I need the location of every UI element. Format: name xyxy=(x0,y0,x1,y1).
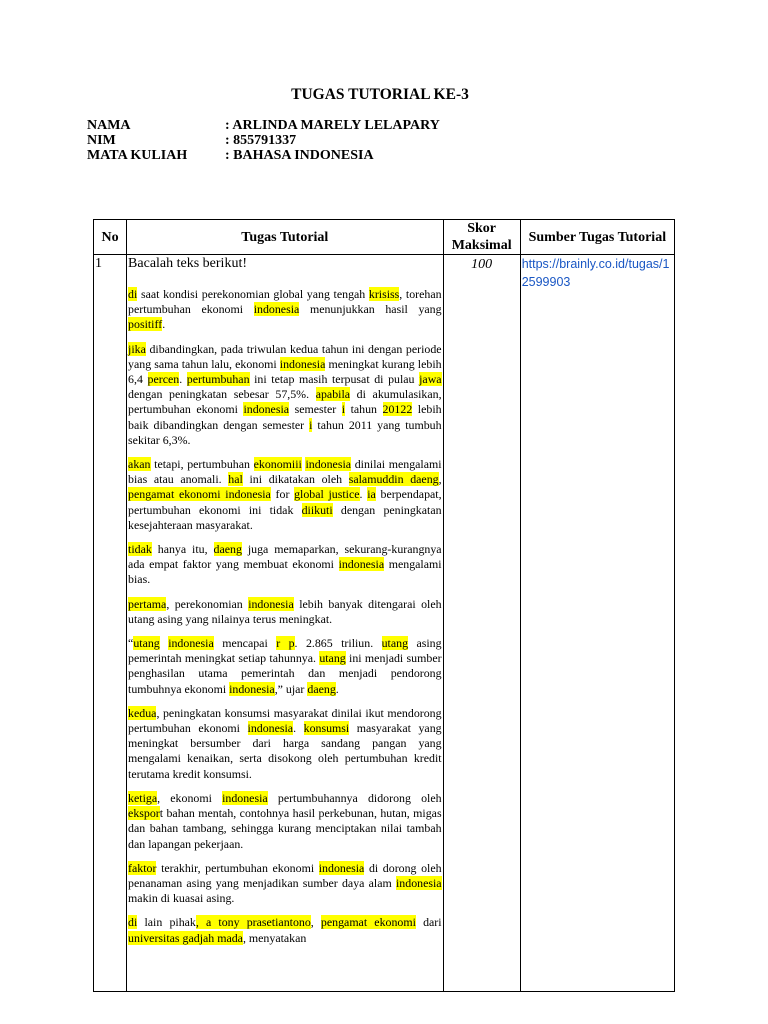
text-segment: tahun 2011 yang tumbuh sekitar 6,3%. xyxy=(128,417,442,447)
text-segment: , perekonomian xyxy=(166,596,249,611)
text-segment: dengan peningkatan kesejahteraan masyarakat. xyxy=(128,502,442,532)
text-segment: . 2.865 triliun. xyxy=(294,636,382,651)
text-segment: tahun xyxy=(345,402,383,417)
highlighted-text: di xyxy=(128,287,138,301)
highlighted-text: indonesia xyxy=(229,681,275,696)
text-segment: . xyxy=(293,721,304,736)
highlighted-text: 20122 xyxy=(382,402,413,417)
text-paragraph xyxy=(128,342,442,448)
row-number: 1 xyxy=(94,255,127,992)
highlighted-text: pengamat ekonomi indonesia xyxy=(128,487,271,502)
highlighted-text: ekspor xyxy=(128,806,160,821)
text-segment: tetapi, pertumbuhan xyxy=(150,457,254,472)
highlighted-text: krisiss xyxy=(368,287,400,301)
highlighted-text: konsumsi xyxy=(303,721,350,736)
max-score: 100 xyxy=(443,255,520,992)
text-segment: mengalami bias. xyxy=(128,557,442,587)
text-paragraph xyxy=(128,597,442,627)
identity-label: MATA KULIAH xyxy=(87,148,188,163)
task-instruction: Bacalah teks berikut! xyxy=(128,256,247,271)
text-segment: masyarakat yang meningkat bersumber dari harga sandang pangan yang mengalami kenaikan, serta disokong oleh pertumbuhan kredit terutama kredit konsumsi. xyxy=(128,721,442,781)
highlighted-text: positiff xyxy=(128,317,163,332)
text-segment: “ xyxy=(128,636,134,651)
text-paragraph xyxy=(128,915,442,945)
text-segment: lebih banyak ditengarai oleh utang asing yang nilainya terus meningkat. xyxy=(128,596,442,626)
identity-row-mata-kuliah xyxy=(87,148,440,163)
highlighted-text: ketiga xyxy=(128,790,158,805)
identity-row-nim xyxy=(87,133,440,148)
source-cell xyxy=(520,255,674,992)
highlighted-text: indonesia xyxy=(338,557,385,572)
text-segment: di dorong oleh penanaman asing yang menjadikan sumber daya alam xyxy=(128,860,442,890)
header-task: Tugas Tutorial xyxy=(127,220,444,255)
identity-value: : BAHASA INDONESIA xyxy=(225,148,374,163)
text-segment: meningkat kurang lebih 6,4 xyxy=(128,356,442,387)
text-segment: lain pihak xyxy=(137,915,196,930)
text-segment: lebih baik dibandingkan dengan semester xyxy=(128,402,442,432)
highlighted-text: r p xyxy=(276,636,295,651)
highlighted-text: i xyxy=(341,402,346,417)
text-segment: terakhir, pertumbuhan ekonomi xyxy=(156,860,319,875)
highlighted-text: indonesia xyxy=(318,860,365,875)
highlighted-text: pertumbuhan xyxy=(186,372,250,387)
task-text xyxy=(128,287,442,946)
text-paragraph xyxy=(128,706,442,782)
highlighted-text: ekonomiii xyxy=(253,457,302,472)
highlighted-text: indonesia xyxy=(279,356,326,371)
highlighted-text: indonesia xyxy=(253,302,300,317)
text-segment: ini dikatakan oleh xyxy=(242,472,349,487)
highlighted-text: pengamat ekonomi xyxy=(320,915,416,930)
highlighted-text: salamuddin daeng xyxy=(348,472,439,487)
highlighted-text: global justice xyxy=(294,487,360,502)
text-segment: hanya itu, xyxy=(151,542,214,557)
highlighted-text: utang xyxy=(381,636,409,651)
highlighted-text: kedua xyxy=(128,705,157,720)
highlighted-text: jawa xyxy=(419,372,442,387)
text-segment: . xyxy=(359,487,368,502)
text-paragraph xyxy=(128,542,442,588)
identity-value: : 855791337 xyxy=(225,133,297,148)
text-segment: juga memaparkan, sekurang-kurangnya ada empat faktor yang membuat ekonomi xyxy=(128,542,442,572)
text-segment: t bahan mentah, contohnya hasil perkebunan, hutan, migas dan bahan tambang, sehingga kurang menciptakan nilai tambah dan lapangan pekerjaan. xyxy=(128,806,442,851)
text-segment: for xyxy=(270,487,295,502)
highlighted-text: indonesia xyxy=(248,596,294,611)
highlighted-text: jika xyxy=(128,341,146,356)
table-row xyxy=(94,255,675,992)
text-segment: . xyxy=(162,317,166,332)
document-title: TUGAS TUTORIAL KE-3 xyxy=(291,86,469,103)
header-skor: Skor Maksimal xyxy=(443,220,520,255)
highlighted-text: utang xyxy=(319,651,346,666)
text-paragraph xyxy=(128,636,442,697)
highlighted-text: akan xyxy=(128,457,151,472)
source-link[interactable]: https://brainly.co.id/tugas/12599903 xyxy=(521,257,670,289)
text-segment: dengan peningkatan sebesar 57,5%. xyxy=(128,387,316,402)
highlighted-text: pertama xyxy=(128,596,167,611)
text-segment: , torehan pertumbuhan ekonomi xyxy=(128,287,442,317)
text-segment: dinilai mengalami bias atau anomali. xyxy=(128,457,442,487)
text-segment: , xyxy=(438,472,442,487)
text-segment: ini menjadi sumber penghasilan utama pemerintah dan menjadi pendorong tumbuhnya ekonomi xyxy=(128,651,442,696)
highlighted-text: indonesia xyxy=(168,636,214,651)
text-segment: , menyatakan xyxy=(242,930,307,945)
text-segment: , peningkatan konsumsi masyarakat dinilai ikut mendorong pertumbuhan ekonomi xyxy=(128,705,442,736)
highlighted-text: indonesia xyxy=(243,402,290,417)
text-segment: makin di kuasai asing. xyxy=(128,891,235,906)
text-segment: ini tetap masih terpusat di pulau xyxy=(249,372,420,387)
text-segment: saat kondisi perekonomian global yang tengah xyxy=(137,287,369,301)
header-source: Sumber Tugas Tutorial xyxy=(520,220,674,255)
highlighted-text: indonesia xyxy=(305,457,352,472)
tutorial-table xyxy=(93,219,675,992)
text-segment: dari xyxy=(415,915,442,930)
highlighted-text: i xyxy=(309,417,313,432)
highlighted-text: , a tony prasetiantono xyxy=(195,915,311,930)
text-segment: semester xyxy=(289,402,342,417)
highlighted-text: indonesia xyxy=(222,790,268,805)
highlighted-text: utang xyxy=(133,636,160,651)
text-segment: asing pemerintah meningkat setiap tahunnya. xyxy=(128,636,442,666)
table-header-row xyxy=(94,220,675,255)
text-paragraph xyxy=(128,791,442,852)
text-segment: di akumulasikan, pertumbuhan ekonomi xyxy=(128,387,442,417)
text-segment: ,” ujar xyxy=(274,681,308,696)
text-segment: . xyxy=(179,372,187,387)
highlighted-text: daeng xyxy=(213,542,242,557)
text-segment: , ekonomi xyxy=(157,790,223,805)
highlighted-text: tidak xyxy=(128,542,152,557)
highlighted-text: di xyxy=(128,915,138,930)
text-segment: . xyxy=(335,681,339,696)
text-paragraph xyxy=(128,457,442,533)
task-cell xyxy=(127,255,444,992)
identity-label: NAMA xyxy=(87,118,131,133)
text-segment: dibandingkan, pada triwulan kedua tahun ini dengan periode yang sama tahun lalu, ekonomi xyxy=(128,341,442,371)
highlighted-text: hal xyxy=(228,472,243,487)
highlighted-text: universitas gadjah mada xyxy=(128,930,243,945)
highlighted-text: indonesia xyxy=(247,721,294,736)
highlighted-text: percen xyxy=(147,372,180,387)
text-segment: mencapai xyxy=(213,636,277,651)
identity-row-nama xyxy=(87,118,440,133)
highlighted-text: diikuti xyxy=(301,502,333,517)
header-no: No xyxy=(94,220,127,255)
identity-label: NIM xyxy=(87,133,116,148)
highlighted-text: faktor xyxy=(128,860,157,875)
highlighted-text: ia xyxy=(367,487,376,502)
identity-block xyxy=(87,118,440,163)
highlighted-text: apabila xyxy=(315,387,351,402)
text-segment: berpendapat, pertumbuhan ekonomi ini tidak xyxy=(128,487,442,517)
highlighted-text: daeng xyxy=(307,681,336,696)
text-segment: , xyxy=(310,915,321,930)
identity-value: : ARLINDA MARELY LELAPARY xyxy=(225,118,440,133)
text-segment: pertumbuhannya didorong oleh xyxy=(267,790,442,805)
text-segment xyxy=(160,636,168,650)
highlighted-text: indonesia xyxy=(396,875,442,890)
text-paragraph xyxy=(128,287,442,333)
text-segment: menunjukkan hasil yang xyxy=(299,302,442,317)
text-paragraph xyxy=(128,861,442,907)
